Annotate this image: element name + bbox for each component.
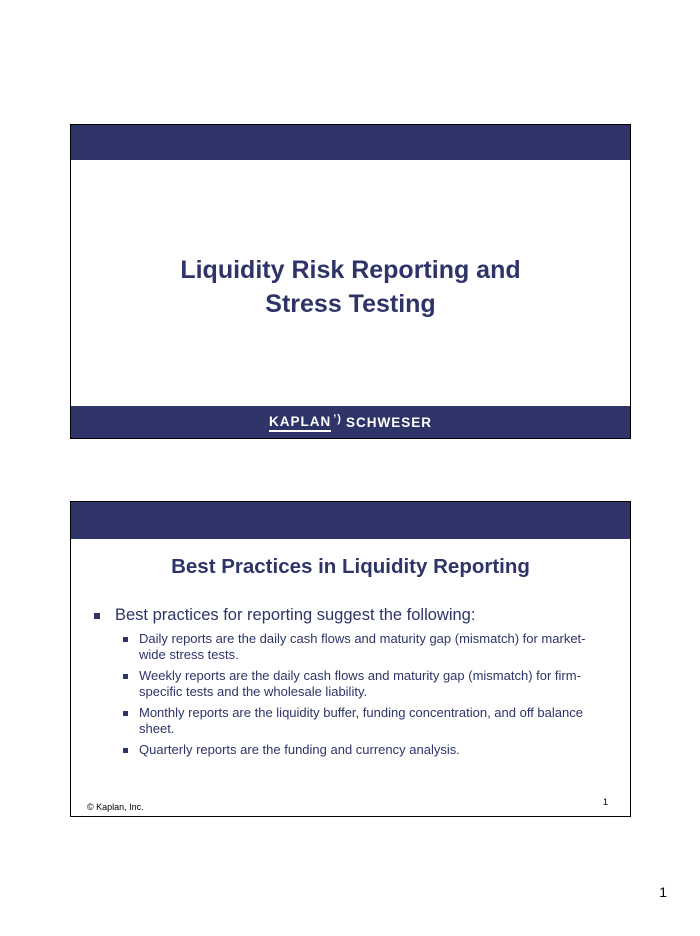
slide-number: 1: [602, 797, 608, 807]
copyright-notice: © Kaplan, Inc.: [87, 802, 144, 812]
sub-bullet-text: Quarterly reports are the funding and currency analysis.: [139, 742, 460, 757]
bullet-item: [91, 606, 610, 625]
slide-header-band: [71, 125, 630, 160]
sub-bullet-text: Daily reports are the daily cash flows and maturity gap (mismatch) for market-wide stress tests.: [139, 631, 586, 662]
slide-header-band: [71, 502, 630, 539]
square-bullet-icon: [123, 748, 128, 753]
title-line-2: Stress Testing: [265, 290, 436, 318]
title-slide-heading: [71, 253, 630, 321]
square-bullet-icon: [123, 637, 128, 642]
sub-bullet-list: [123, 631, 610, 758]
sub-bullet-text: Weekly reports are the daily cash flows and maturity gap (mismatch) for firm-specific tests and the wholesale liability.: [139, 668, 581, 699]
title-slide: [70, 124, 631, 439]
square-bullet-icon: [94, 613, 100, 619]
bullet-list: [91, 606, 610, 763]
page-number: 1: [659, 884, 667, 900]
content-slide: [70, 501, 631, 817]
sub-bullet-text: Monthly reports are the liquidity buffer, funding concentration, and off balance sheet.: [139, 705, 583, 736]
slide-title: Best Practices in Liquidity Reporting: [171, 555, 530, 578]
slide-footer-band: [71, 406, 630, 438]
kaplan-schweser-logo: [269, 414, 432, 431]
logo-swoosh-icon: ’): [333, 413, 342, 425]
sub-bullet-item: [123, 742, 610, 758]
square-bullet-icon: [123, 711, 128, 716]
logo-underline: [269, 430, 331, 432]
title-line-1: Liquidity Risk Reporting and: [180, 256, 521, 284]
logo-schweser-text: SCHWESER: [345, 414, 432, 430]
logo-kaplan-text: KAPLAN: [269, 414, 331, 431]
bullet-text: Best practices for reporting suggest the following:: [115, 606, 476, 624]
sub-bullet-item: [123, 668, 610, 700]
sub-bullet-item: [123, 631, 610, 663]
sub-bullet-item: [123, 705, 610, 737]
square-bullet-icon: [123, 674, 128, 679]
